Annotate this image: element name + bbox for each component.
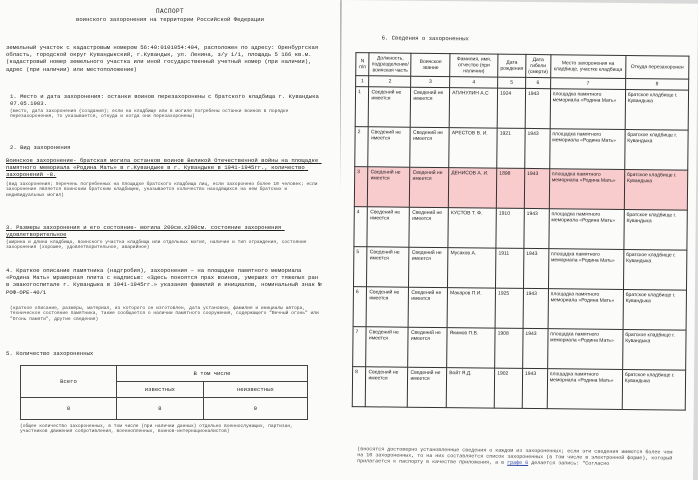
row-place: площадка памятного мемориала «Родина Мать» [548,289,623,330]
col-place: Место захоронения на кладбище, участке кладбища [550,55,625,79]
row-n: 5 [353,247,367,287]
row-n: 2 [355,127,369,167]
row-from: братское кладбище г. Кувандыка [624,169,688,210]
row-rank: Сведений не имеется [409,207,448,247]
col-died: Дата гибели (смерти) [526,54,551,77]
table-row [355,127,688,170]
row-unit: Сведений не имеется [367,247,409,287]
row-from: братское кладбище г. Кувандыка [622,369,686,410]
row-died: 1943 [522,368,547,408]
row-rank: Сведений не имеется [408,327,447,367]
section-1-note: (место, дата захоронения (создания); если на кладбище или в могиле погребены останки воинов в порядке перезахоронения, то указывается, откуда и когда они перезахоронены) [10,109,292,120]
row-n: 3 [354,167,368,207]
known-value: 8 [117,398,204,420]
row-unit: Сведений не имеется [366,327,408,367]
row-unit: Сведений не имеется [368,127,410,167]
table-row [353,327,686,370]
row-from: братское кладбище г. Кувандыка [625,89,689,130]
row-died: 1943 [525,88,550,128]
table-row-highlighted [354,167,687,210]
row-name: КУСТОВ Т. Ф. [448,208,496,249]
row-died: 1943 [524,208,549,248]
cadastral-paragraph: земельный участок с кадастровым номером 56:40:0101054:404, расположен по адресу: Оренбургская область, городской округ Кувандыкский, г.Кувандык, ул. Ленина, з/у 1/1, площадь 5 166 кв.м. (кадастровый номер земельного участка или иной государственный учетный номер (при наличии), адрес (при наличии) или местоположение) [6,44,322,73]
row-rank: Сведений не имеется [410,127,449,167]
buried-count-table [20,365,308,420]
unknown-label: неизвестных [203,382,307,398]
table-row [355,87,688,130]
passport-page-right [337,0,698,480]
row-died: 1943 [523,248,548,288]
row-born: 1924 [497,88,525,128]
passport-title: ПАСПОРТ [155,8,184,15]
row-born: 1911 [496,248,524,288]
row-name: Войт Я.Д. [446,368,494,409]
row-born: 1898 [496,168,524,208]
row-rank: Сведений не имеется [411,87,450,127]
col-number: 3 [411,76,450,87]
incl-label: В том числе [117,366,308,382]
col-number: 8 [625,78,688,90]
col-number: 5 [498,77,526,88]
total-value: 8 [21,398,117,420]
section-2-text: Воинское захоронение- братская могила останков воинов Великой Отечественной войны на площадке памятного мемориала «Родина Мать» в г.Кувандыке в г. Кувандыке в 1941-1945гг., количество захоронений -8. [6,157,322,179]
col-n: N п/п [356,53,370,76]
col-number: 1 [356,76,370,87]
count-footnote: (общее количество захороненных, в том числе (при наличии данных) отдельно военнослужащих, партизан, участников движения сопротивления, военнопленных, воинов-интернационалистов) [20,424,296,435]
row-born: 1925 [495,288,523,328]
row-n: 4 [354,207,368,247]
col-name: Фамилия, имя, отчество (при наличии) [450,54,498,78]
row-born: 1910 [496,208,524,248]
section-1-place-date: 1. Место и дата захоронения: останки воинов перезахоронены с братского кладбища г. Кувандыка 07.05.1983. [10,93,323,108]
row-place: площадка памятного мемориала «Родина Мать» [549,169,624,210]
unknown-value: 0 [203,398,307,420]
section-5-heading: 5. Количество захороненных [6,350,94,357]
row-unit: Сведений не имеется [368,167,410,207]
row-n: 1 [355,87,369,127]
row-from: братское кладбище г. Кувандыка [625,129,689,170]
row-rank: Сведений не имеется [410,167,449,207]
row-unit: Сведений не имеется [366,367,408,407]
row-rank: Сведений не имеется [409,247,448,287]
col-number: 7 [550,78,625,90]
col-unit: Должность, подразделение/воинская часть [369,53,411,76]
row-died: 1943 [525,128,550,168]
row-place: площадка памятного мемориала «Родина Мать» [550,89,625,130]
row-born: 1921 [497,128,525,168]
total-label: Всего [21,366,117,398]
row-died: 1943 [524,168,549,208]
row-place: площадка памятного мемориала «Родина Мать» [549,129,624,170]
row-place: площадка памятного мемориала «Родина Мать» [547,369,622,410]
row-born: 1902 [494,368,522,408]
col-number: 6 [526,77,551,88]
table-row [352,367,685,410]
col-number: 2 [369,76,411,87]
row-place: площадка памятного мемориала «Родина Мать» [547,329,622,370]
row-n: 7 [353,327,367,367]
row-from: братское кладбище г. Кувандыка [623,289,687,330]
burials-table [352,52,690,410]
row-died: 1943 [523,328,548,368]
table-row [353,247,686,290]
row-name: АРЕСТОВ В. И. [449,128,497,169]
row-unit: Сведений не имеется [367,207,409,247]
row-place: площадка памятного мемориала «Родина Мать» [549,209,624,250]
row-from: братское кладбище г. Кувандыка [622,329,686,370]
footer-text-a: (вносятся достоверно установленные сведения о каждом из захороненных; если эти сведения имеются более чем на 10 захороненных, то на них составляется список захороненных (в том числе в электронной форме), который прилагается к паспорту в качестве приложения, а в [357,446,676,466]
section-6-footer [357,446,677,467]
row-rank: Сведений не имеется [408,367,447,407]
row-n: 8 [352,367,366,407]
section-3-note: (ширина и длина кладбища, воинского участка кладбища или отдельных могил, наличие и тип ограждения, состояние захоронения (хорошее, удовлетворительное, аварийное) [6,240,310,251]
row-place: площадка памятного мемориала «Родина Мать» [548,249,623,290]
section-2-heading: 2. Вид захоронения [10,144,71,151]
row-unit: Сведений не имеется [369,87,411,127]
row-rank: Сведений не имеется [409,287,448,327]
known-label: известных [117,382,204,398]
section-6-heading: 6. Сведения о захороненных [381,34,469,43]
section-4-monument: 4. Краткое описание памятника (надгробия), захоронения – на площадке памятного мемориала «Родина Мать» мраморная плита с надписью: «Здесь покоятся прах воинов, умерших от тяжелых ран в эвакогоспитале г. Кувандыка в 1941-1945гг.» указания фамилий и инициалов, номинальный знак № РОФ-ОРЕ-40/1 [6,267,325,296]
passport-page-left [0,0,340,480]
col-number: 4 [450,77,498,89]
row-name: Якимов П.В. [447,328,495,369]
section-3-size-state: 3. Размеры захоронения и его состояние- могила 200см.х200см. состояние захоронения удовлетворительное [6,224,285,239]
row-born: 1908 [495,328,523,368]
table-row [354,207,687,250]
row-n: 6 [353,287,367,327]
section-2-note: (вид захоронения; перечень погребенных на площадке братского кладбища лиц, если захоронено более 10 человек; если захоронение является воинским братским кладбищем, указывается количество находящихся на нем братских и индивидуальных могил) [6,182,321,198]
row-name: Мусаков А. [448,248,496,289]
row-name: Макаров П.И. [447,288,495,329]
row-died: 1943 [523,288,548,328]
passport-subtitle: воинского захоронения на территории Российской Федерации [76,16,264,23]
row-unit: Сведений не имеется [367,287,409,327]
row-name: ДЕНИСОВ А. И. [448,168,496,209]
section-4-note: (краткое описание, размеры, материал, из которого он изготовлен, дата установки, фамилия и инициалы автора, техническое состояние памятника, также сообщается о наличии памятного сооружения, содержащего "Вечный огонь" или "Огонь памяти", другие сведения) [10,306,322,322]
footer-link-column-6[interactable]: графе 6 [507,459,529,466]
row-name: АГИНУЛИН А.С [449,88,497,129]
col-rank: Воинское звание [411,53,450,76]
table-row [353,287,686,330]
row-from: братское кладбище г. Кувандыка [624,209,688,250]
footer-text-b: делается запись: "Согласно [528,459,610,467]
col-born: Дата рождения [498,54,526,77]
col-from: Откуда перезахоронен [625,55,688,79]
row-from: братское кладбище г. Кувандыка [623,249,687,290]
